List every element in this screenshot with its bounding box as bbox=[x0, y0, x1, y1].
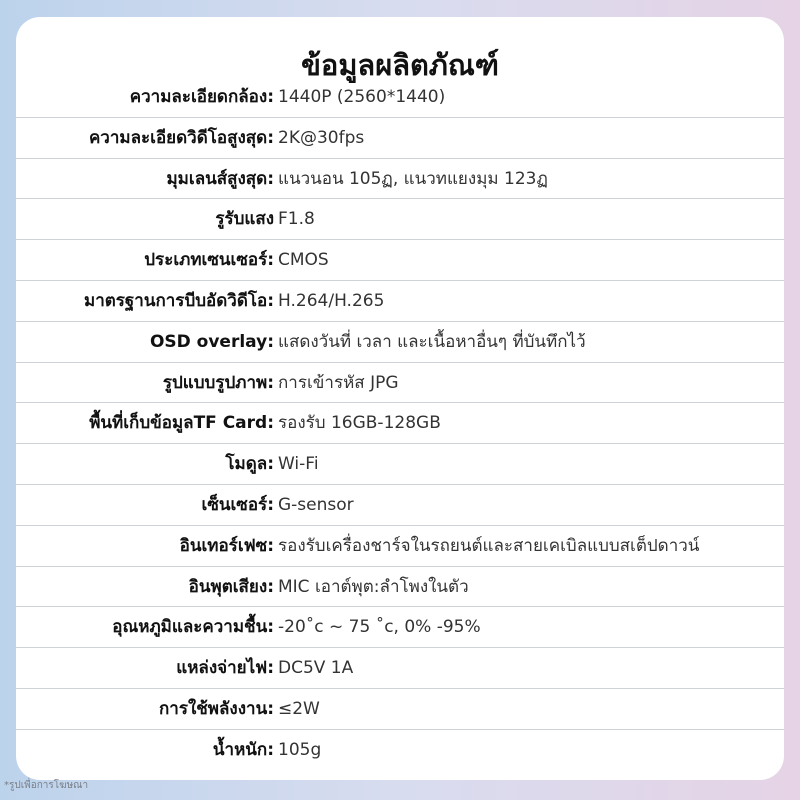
spec-value: รองรับ 16GB-128GB bbox=[278, 413, 441, 434]
spec-label: พื้นที่เก็บข้อมูลTF Card: bbox=[89, 413, 274, 434]
spec-label: ความละเอียดวิดีโอสูงสุด: bbox=[88, 127, 274, 148]
spec-label: น้ำหนัก: bbox=[212, 739, 274, 760]
page-title: ข้อมูลผลิตภัณฑ์ bbox=[301, 48, 499, 82]
spec-table bbox=[16, 77, 784, 771]
spec-label: รูปแบบรูปภาพ: bbox=[162, 372, 274, 393]
spec-value: CMOS bbox=[278, 250, 329, 271]
spec-value: G-sensor bbox=[278, 494, 354, 515]
spec-row bbox=[16, 689, 784, 730]
spec-row bbox=[16, 403, 784, 444]
spec-row bbox=[16, 240, 784, 281]
spec-row bbox=[16, 281, 784, 322]
spec-value: การเข้ารหัส JPG bbox=[278, 372, 399, 393]
spec-value: F1.8 bbox=[278, 209, 315, 230]
spec-row bbox=[16, 648, 784, 689]
spec-value: -20˚c ~ 75 ˚c, 0% -95% bbox=[278, 617, 481, 638]
spec-value: รองรับเครื่องชาร์จในรถยนต์และสายเคเบิลแบบสเต็ปดาวน์ bbox=[278, 535, 700, 556]
spec-value: DC5V 1A bbox=[278, 658, 354, 679]
spec-label: OSD overlay: bbox=[149, 331, 274, 352]
spec-row bbox=[16, 485, 784, 526]
spec-row bbox=[16, 444, 784, 485]
spec-label: อินเทอร์เฟซ: bbox=[179, 535, 274, 556]
spec-label: ประเภทเซนเซอร์: bbox=[144, 250, 274, 271]
spec-row bbox=[16, 730, 784, 771]
spec-value: Wi-Fi bbox=[278, 454, 319, 475]
spec-value: 2K@30fps bbox=[278, 127, 365, 148]
spec-row bbox=[16, 363, 784, 404]
spec-row bbox=[16, 607, 784, 648]
spec-label: อินพุตเสียง: bbox=[188, 576, 274, 597]
spec-row bbox=[16, 526, 784, 567]
spec-row bbox=[16, 567, 784, 608]
spec-row bbox=[16, 118, 784, 159]
spec-row bbox=[16, 322, 784, 363]
spec-value: 1440P (2560*1440) bbox=[278, 87, 446, 107]
spec-row bbox=[16, 159, 784, 200]
spec-label: เซ็นเซอร์: bbox=[201, 494, 274, 515]
spec-label: ความละเอียดกล้อง: bbox=[129, 87, 274, 107]
spec-value: ≤2W bbox=[278, 698, 320, 719]
advertising-disclaimer: *รูปเพื่อการโฆษณา bbox=[4, 780, 89, 791]
spec-label: การใช้พลังงาน: bbox=[159, 698, 274, 719]
spec-label: โมดูล: bbox=[225, 454, 274, 475]
spec-value: 105g bbox=[278, 739, 322, 760]
spec-label: รูรับแสง bbox=[215, 209, 274, 230]
spec-row bbox=[16, 77, 784, 118]
spec-value: H.264/H.265 bbox=[278, 290, 385, 311]
spec-label: แหล่งจ่ายไฟ: bbox=[176, 658, 274, 679]
spec-value: MIC เอาต์พุต:ลำโพงในตัว bbox=[278, 576, 469, 597]
spec-row bbox=[16, 199, 784, 240]
spec-label: มุมเลนส์สูงสุด: bbox=[166, 168, 274, 189]
spec-value: แสดงวันที่ เวลา และเนื้อหาอื่นๆ ที่บันทึกไว้ bbox=[278, 331, 586, 352]
spec-label: มาตรฐานการบีบอัดวิดีโอ: bbox=[84, 290, 274, 311]
spec-label: อุณหภูมิและความชื้น: bbox=[112, 617, 274, 638]
spec-value: แนวนอน 105ฏ, แนวทแยงมุม 123ฏ bbox=[278, 168, 548, 189]
